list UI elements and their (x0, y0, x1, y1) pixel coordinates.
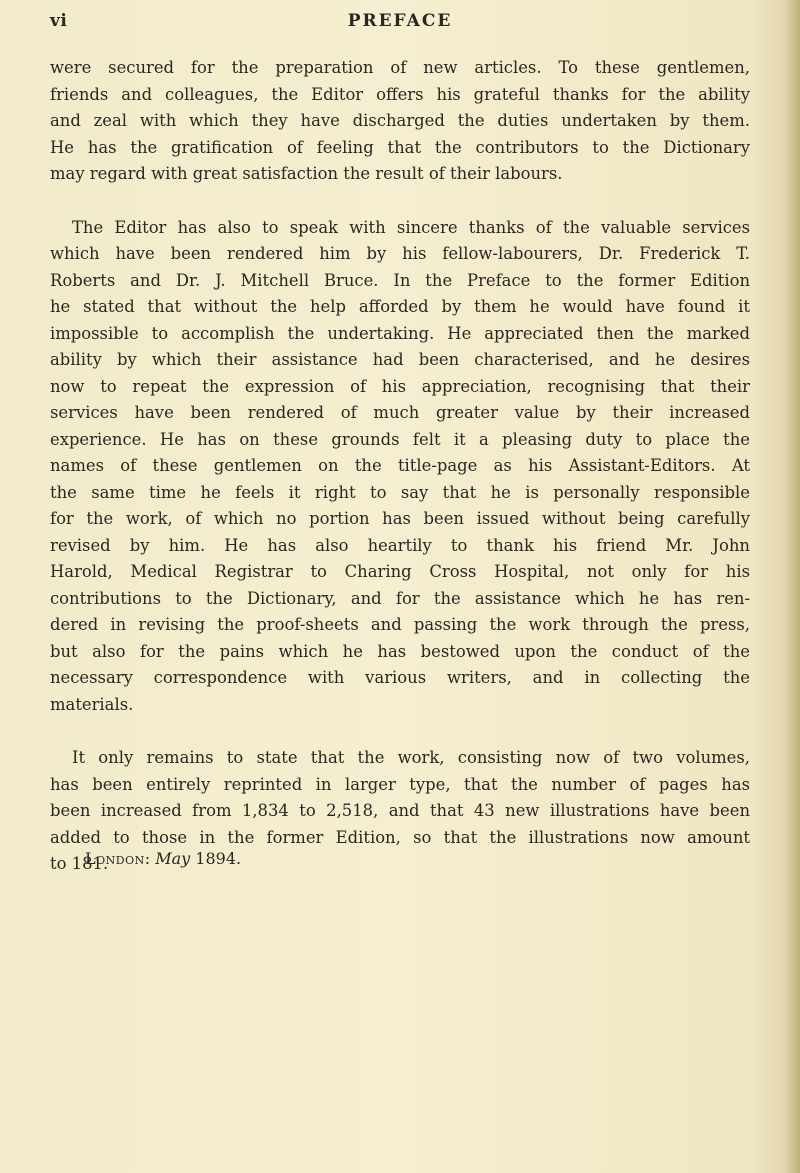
text-line: dered in revising the proof-sheets and passing the work through the press, (50, 615, 750, 634)
text-line: the same time he feels it right to say that he is personally responsible (50, 482, 750, 502)
text-line: for the work, of which no portion has been issued without being carefully (50, 509, 750, 528)
text-line: may regard with great satisfaction the result of their labours. (50, 164, 563, 183)
page-number: vi (50, 11, 68, 31)
signoff-year: 1894. (195, 849, 242, 868)
paragraph-2 (50, 215, 750, 719)
signoff-separator: : (144, 849, 151, 868)
page-header (50, 11, 750, 37)
text-line: to 181. (50, 854, 109, 873)
text-line: revised by him. He has also heartily to thank his friend Mr. John (50, 535, 750, 555)
text-line: and zeal with which they have discharged the duties undertaken by them. (50, 111, 750, 130)
text-line: friends and colleagues, the Editor offers his grateful thanks for the ability (50, 84, 750, 104)
text-line: has been entirely reprinted in larger type, that the number of pages has (50, 774, 750, 794)
text-line: were secured for the preparation of new articles. To these gentlemen, (50, 58, 750, 77)
text-line: experience. He has on these grounds felt it a pleasing duty to place the (50, 429, 750, 449)
text-line: services have been rendered of much greater value by their increased (50, 403, 750, 422)
text-line: contributions to the Dictionary, and for the assistance which he has ren- (50, 588, 750, 608)
text-line: been increased from 1,834 to 2,518, and that 43 new illustrations have been (50, 801, 750, 820)
text-line: Harold, Medical Registrar to Charing Cross Hospital, not only for his (50, 562, 750, 581)
signoff-place: London (85, 849, 145, 868)
text-line: which have been rendered him by his fellow-labourers, Dr. Frederick T. (50, 244, 750, 263)
text-line: impossible to accomplish the undertaking. He appreciated then the marked (50, 323, 750, 343)
text-line: but also for the pains which he has bestowed upon the conduct of the (50, 641, 750, 661)
signoff (85, 849, 241, 868)
text-line: names of these gentlemen on the title-page as his Assistant-Editors. At (50, 456, 750, 475)
running-head: PREFACE (347, 11, 453, 31)
text-line: Roberts and Dr. J. Mitchell Bruce. In the Preface to the former Edition (50, 270, 750, 290)
paragraph-1 (50, 55, 750, 188)
text-line: The Editor has also to speak with sincere thanks of the valuable services (72, 217, 750, 237)
text-line: ability by which their assistance had been characterised, and he desires (50, 350, 750, 369)
page-edge-shadow (786, 0, 800, 1173)
text-line: He has the gratification of feeling that the contributors to the Dictionary (50, 137, 750, 157)
signoff-month: May (155, 849, 191, 868)
text-line: necessary correspondence with various writers, and in collecting the (50, 668, 750, 687)
text-line: he stated that without the help afforded by them he would have found it (50, 297, 750, 316)
text-line: It only remains to state that the work, consisting now of two volumes, (72, 748, 750, 767)
text-line: now to repeat the expression of his appreciation, recognising that their (50, 376, 750, 396)
text-line: materials. (50, 694, 134, 714)
body-text (50, 55, 750, 905)
text-line: added to those in the former Edition, so that the illustrations now amount (50, 827, 750, 847)
